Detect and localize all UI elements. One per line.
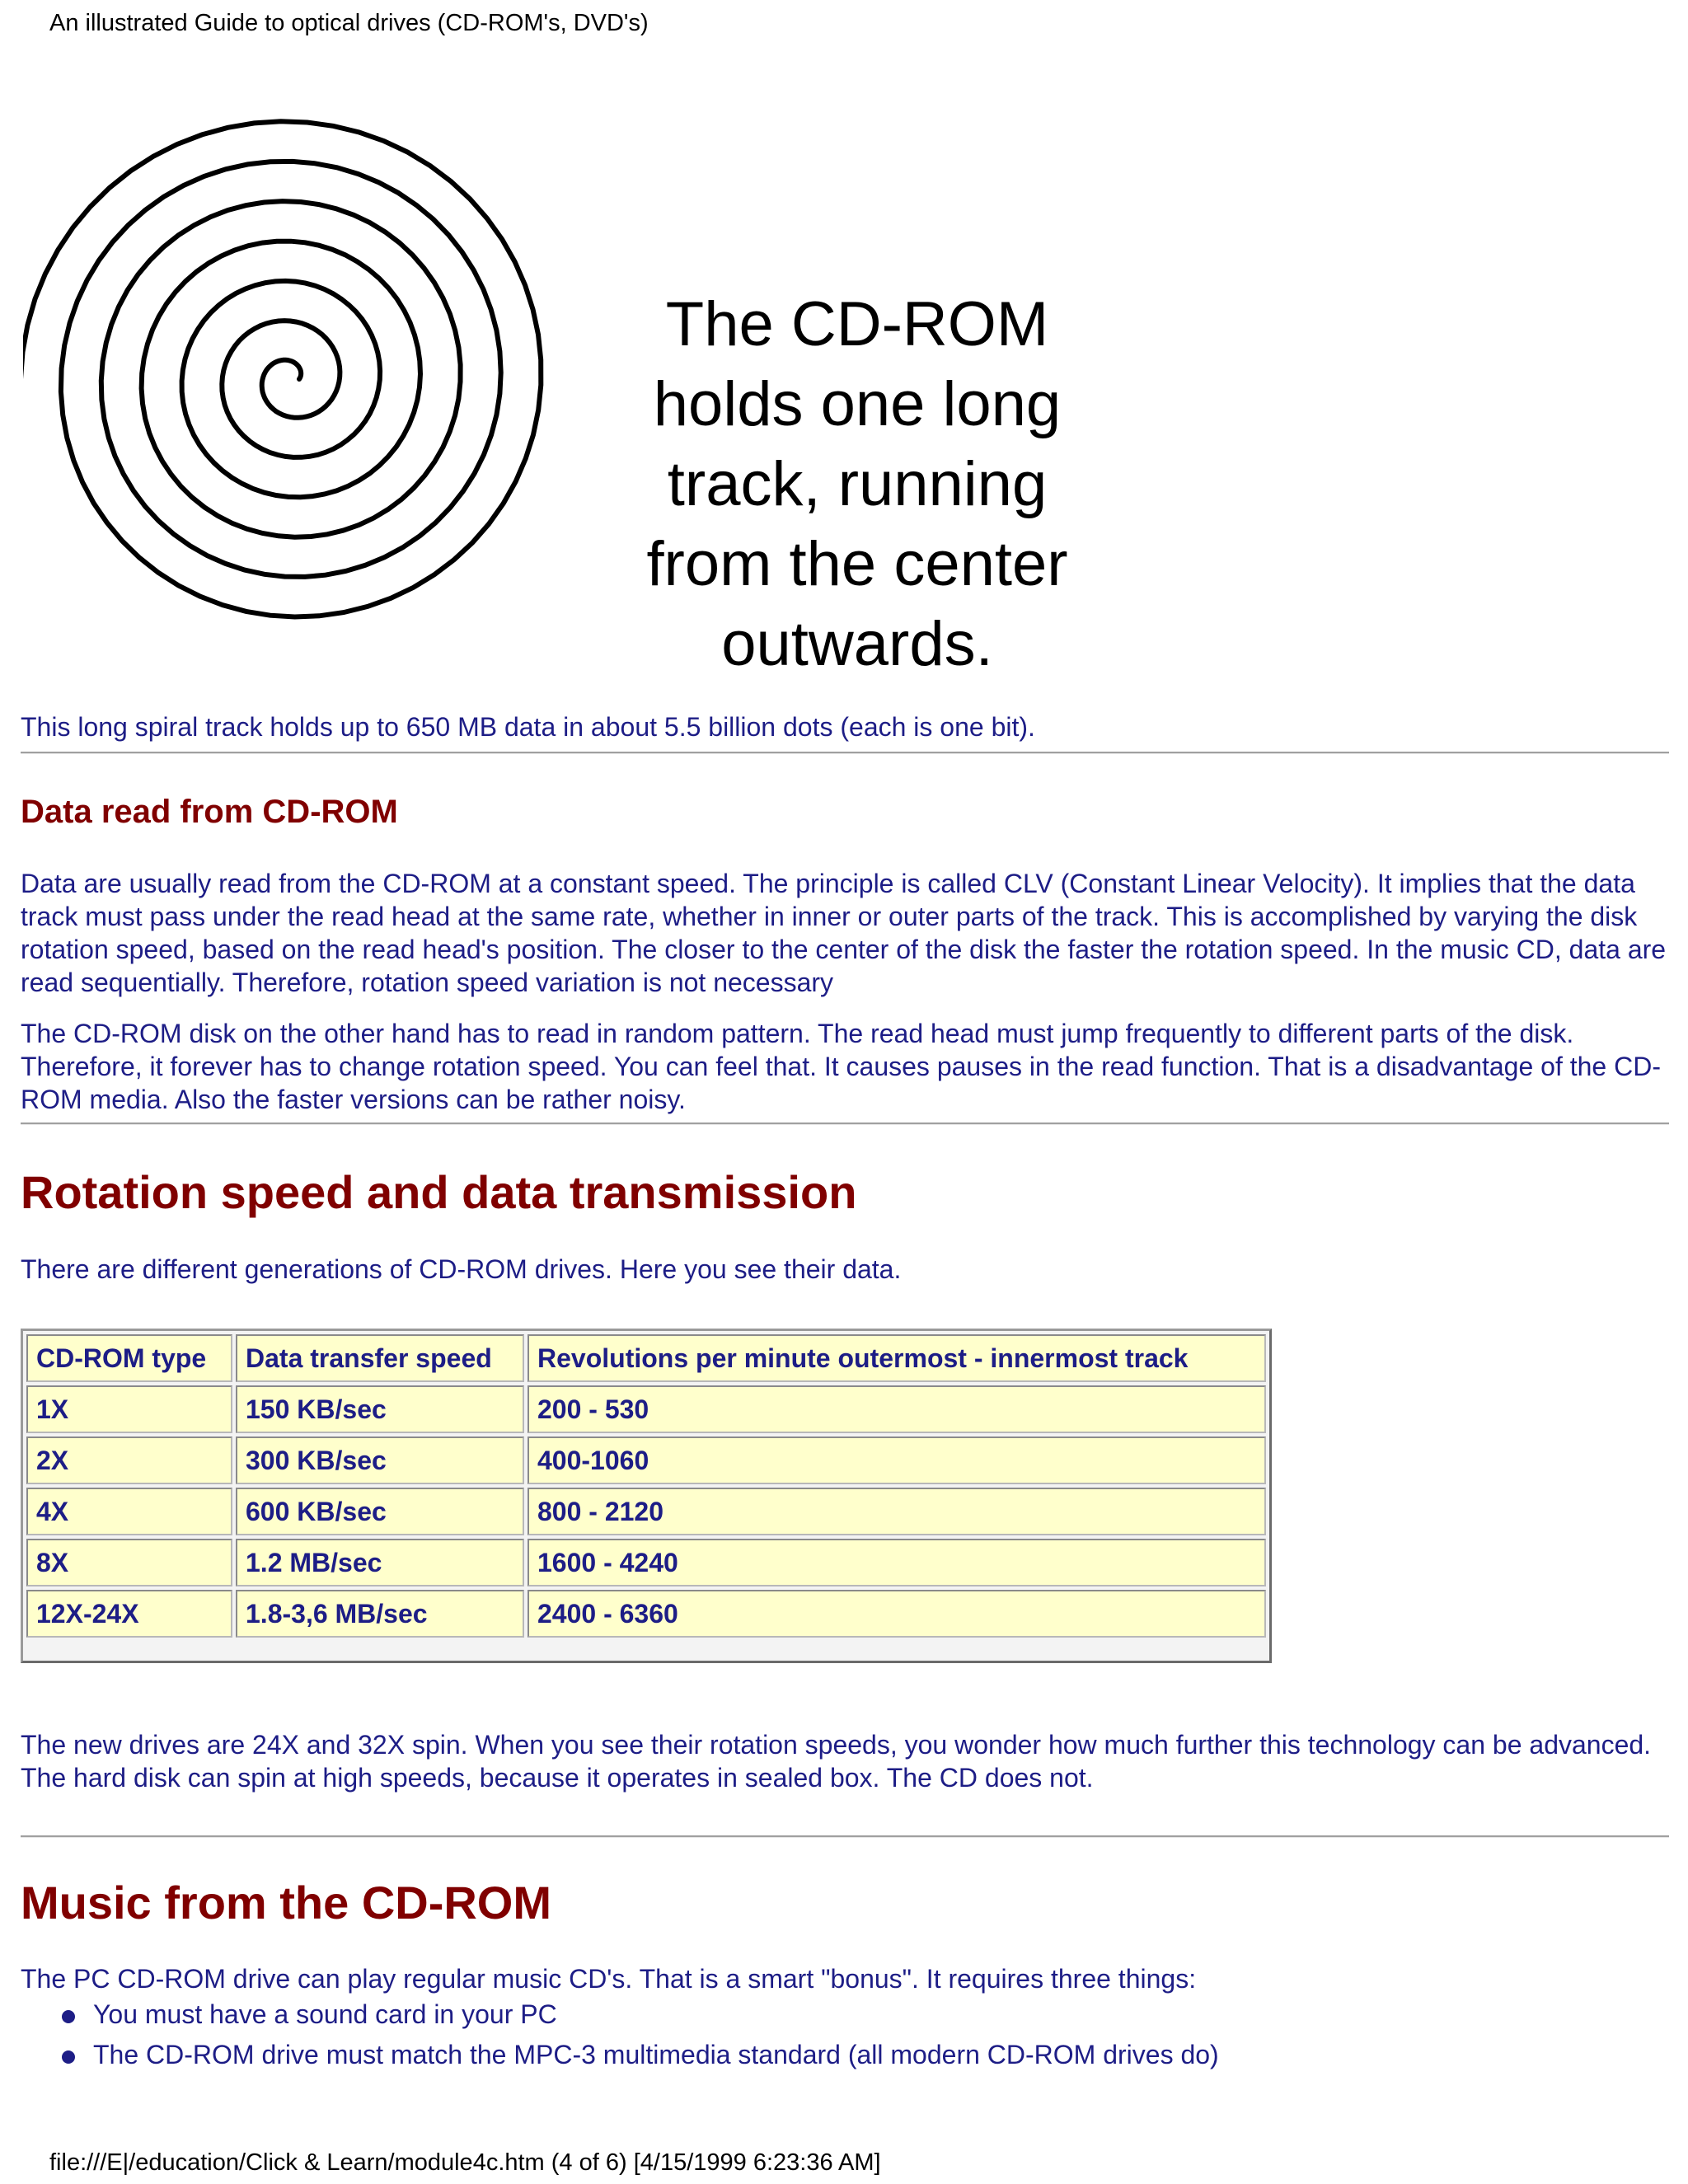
list-item [62, 1994, 1219, 2035]
table-cell: 600 KB/sec [236, 1488, 524, 1535]
list-item [62, 2035, 1219, 2075]
table-row [26, 1488, 1266, 1535]
table-header-cell: Data transfer speed [236, 1334, 524, 1382]
table-row [26, 1590, 1266, 1638]
caption-line: holds one long [653, 369, 1062, 439]
table-cell: 8X [26, 1539, 232, 1586]
divider [21, 1122, 1669, 1125]
caption-line: outwards. [721, 609, 993, 679]
page-header: An illustrated Guide to optical drives (CD-ROM's, DVD's) [49, 10, 649, 36]
table-cell: 300 KB/sec [236, 1436, 524, 1484]
requirements-list [62, 1994, 1219, 2075]
table-cell: 2X [26, 1436, 232, 1484]
section-heading-rotation: Rotation speed and data transmission [21, 1166, 857, 1218]
paragraph: There are different generations of CD-ROM drives. Here you see their data. [21, 1254, 902, 1284]
illustration-caption [610, 284, 1104, 684]
paragraph: The PC CD-ROM drive can play regular music CD's. That is a smart "bonus". It requires three things: [21, 1964, 1197, 1994]
divider [21, 752, 1669, 754]
caption-line: The CD-ROM [665, 289, 1049, 359]
caption-line: from the center [646, 529, 1068, 599]
table-cell: 150 KB/sec [236, 1385, 524, 1433]
table-cell: 1X [26, 1385, 232, 1433]
table-cell: 400-1060 [528, 1436, 1266, 1484]
list-item-text: You must have a sound card in your PC [93, 1999, 557, 2029]
table-header-cell: Revolutions per minute outermost - innermost track [528, 1334, 1266, 1382]
table-row [26, 1436, 1266, 1484]
table-cell: 1.8-3,6 MB/sec [236, 1590, 524, 1638]
cdrom-speed-table [21, 1329, 1272, 1663]
paragraph: The CD-ROM disk on the other hand has to read in random pattern. The read head must jump frequently to different parts of the disk. Therefore, it forever has to change rotation speed. You can feel that. It causes pauses in the read function. That is a disadvantage of the CD-ROM media. Also the faster versions can be rather noisy. [21, 1019, 1661, 1114]
table-cell: 1600 - 4240 [528, 1539, 1266, 1586]
intro-paragraph: This long spiral track holds up to 650 MB data in about 5.5 billion dots (each is one bit). [21, 712, 1035, 742]
page-footer: file:///E|/education/Click & Learn/module4c.htm (4 of 6) [4/15/1999 6:23:36 AM] [49, 2149, 881, 2176]
table-header-cell: CD-ROM type [26, 1334, 232, 1382]
section-heading-data-read: Data read from CD-ROM [21, 794, 398, 830]
bullet-icon [62, 2050, 75, 2064]
section-heading-music: Music from the CD-ROM [21, 1877, 551, 1929]
table-cell: 1.2 MB/sec [236, 1539, 524, 1586]
caption-line: track, running [667, 449, 1048, 519]
table-row [26, 1385, 1266, 1433]
table-row [26, 1539, 1266, 1586]
table-cell: 4X [26, 1488, 232, 1535]
paragraph: Data are usually read from the CD-ROM at a constant speed. The principle is called CLV (Constant Linear Velocity). It implies that the data track must pass under the read head at the same rate, whether in inner or outer parts of the track. This is accomplished by varying the disk rotation speed, based on the read head's position. The closer to the center of the disk the faster the rotation speed. In the music CD, data are read sequentially. Therefore, rotation speed variation is not necessary [21, 869, 1667, 997]
table-header-row [26, 1334, 1266, 1382]
bullet-icon [62, 2010, 75, 2023]
list-item-text: The CD-ROM drive must match the MPC-3 multimedia standard (all modern CD-ROM drives do) [93, 2040, 1219, 2069]
table-cell: 800 - 2120 [528, 1488, 1266, 1535]
table-cell: 200 - 530 [528, 1385, 1266, 1433]
divider [21, 1835, 1669, 1838]
spiral-track-icon [23, 95, 600, 663]
paragraph: The new drives are 24X and 32X spin. When you see their rotation speeds, you wonder how much further this technology can be advanced. The hard disk can spin at high speeds, because it operates in sealed box. The CD does not. [21, 1730, 1652, 1793]
table-cell: 2400 - 6360 [528, 1590, 1266, 1638]
table-cell: 12X-24X [26, 1590, 232, 1638]
